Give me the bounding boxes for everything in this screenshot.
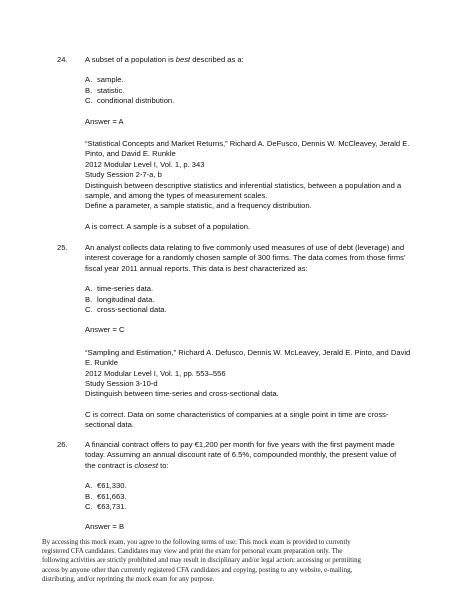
option-a xyxy=(85,481,420,491)
option-letter: B. xyxy=(85,491,93,501)
stem-emphasis: best xyxy=(233,263,248,273)
option-text: statistic. xyxy=(97,85,125,95)
stem-line: today. Assuming an annual discount rate of 6.5%, compounded monthly, the present value of xyxy=(85,450,397,460)
question-body xyxy=(85,243,420,431)
reference-block xyxy=(85,139,420,212)
stem-line xyxy=(85,264,420,274)
stem-line xyxy=(85,461,420,471)
option-letter: C. xyxy=(85,96,93,106)
option-letter: C. xyxy=(85,502,93,512)
option-b xyxy=(85,492,420,502)
option-text: cross-sectional data. xyxy=(97,305,167,315)
question-body xyxy=(85,55,420,232)
reference-line: Study Session 2-7-a, b xyxy=(85,170,162,180)
option-text: €63,731. xyxy=(97,502,127,512)
question-number: 25. xyxy=(57,243,68,252)
stem-text: to: xyxy=(158,460,169,470)
stem-emphasis: best xyxy=(175,55,191,64)
terms-of-use-footer xyxy=(42,538,440,584)
reference-line: E. Runkle xyxy=(85,358,118,368)
option-text: sample. xyxy=(97,75,124,85)
option-letter: B. xyxy=(85,294,93,304)
answer-options xyxy=(85,481,420,512)
stem-line: An analyst collects data relating to five commonly used measures of use of debt (leverage) and xyxy=(85,243,405,252)
stem-line: A financial contract offers to pay €1,200 per month for five years with the first payment made xyxy=(85,440,395,449)
option-c xyxy=(85,305,420,315)
option-letter: A. xyxy=(85,284,93,294)
reference-line: Distinguish between time-series and cross-sectional data. xyxy=(85,389,279,399)
footer-line: distributing, and/or reprinting the mock exam for any purpose. xyxy=(42,575,215,583)
stem-text: the contract is xyxy=(85,460,135,470)
answer-line: Answer = A xyxy=(85,116,124,126)
option-text: €61,663. xyxy=(97,491,127,501)
question-body xyxy=(85,440,420,533)
answer-line: Answer = B xyxy=(85,522,125,532)
option-a xyxy=(85,75,420,85)
reference-line: Define a parameter, a sample statistic, and a frequency distribution. xyxy=(85,201,312,211)
stem-text: described as a: xyxy=(190,55,244,64)
option-c xyxy=(85,502,420,512)
answer-line: Answer = C xyxy=(85,325,125,335)
stem-text: fiscal year 2011 annual reports. This data is xyxy=(85,263,234,273)
option-text: €61,330. xyxy=(97,481,127,491)
option-text: longitudinal data. xyxy=(97,294,155,304)
footer-line: registered CFA candidates. Candidates may view and print the exam for personal exam preparation only. The xyxy=(42,548,343,556)
question-stem xyxy=(85,243,420,274)
reference-line: 2012 Modular Level I, Vol. 1, pp. 553–556 xyxy=(85,368,226,378)
reference-line: “Sampling and Estimation,” Richard A. Defusco, Dennis W. McLeavey, Jerald E. Pinto, and David xyxy=(85,347,411,357)
explanation: A is correct. A sample is a subset of a population. xyxy=(85,221,251,231)
reference-line: “Statistical Concepts and Market Returns,” Richard A. DeFusco, Dennis W. McCleavey, Jerald E. xyxy=(85,139,410,149)
answer-options xyxy=(85,75,420,106)
option-letter: C. xyxy=(85,305,93,315)
option-a xyxy=(85,284,420,294)
option-b xyxy=(85,86,420,96)
option-text: conditional distribution. xyxy=(97,96,175,106)
explanation-line: C is correct. Data on some characteristics of companies at a single point in time are cross- xyxy=(85,409,389,419)
footer-line: access by anyone other than currently registered CFA candidates and copying, posting to any website, e-mailing, xyxy=(42,566,353,574)
reference-line: sample, and among the types of measurement scales. xyxy=(85,191,268,201)
option-text: time-series data. xyxy=(97,284,154,294)
footer-line: By accessing this mock exam, you agree to the following terms of use: This mock exam is provided to currently xyxy=(42,539,351,546)
footer-line: following activities are strictly prohibited and may result in disciplinary and/or legal action: accessing or permitting xyxy=(42,557,361,565)
reference-line: Pinto, and David E. Runkle xyxy=(85,149,176,159)
stem-line: interest coverage for a randomly chosen sample of 300 firms. The data comes from those firms’ xyxy=(85,253,406,263)
stem-text: A subset of a population is xyxy=(85,55,176,64)
reference-line: 2012 Modular Level I, Vol. 1, p. 343 xyxy=(85,159,205,169)
reference-line: Distinguish between descriptive statistics and inferential statistics, between a population and a xyxy=(85,180,402,190)
question-number: 24. xyxy=(57,55,68,64)
option-letter: A. xyxy=(85,75,93,85)
explanation-line: sectional data. xyxy=(85,420,134,430)
answer-options xyxy=(85,284,420,315)
explanation xyxy=(85,410,420,431)
stem-text: characterized as: xyxy=(247,263,308,273)
stem-emphasis: closest xyxy=(134,460,159,470)
option-letter: B. xyxy=(85,85,93,95)
question-stem xyxy=(85,55,420,65)
option-letter: A. xyxy=(85,481,93,491)
reference-line: Study Session 3-10-d xyxy=(85,379,158,389)
question-number: 26. xyxy=(57,440,68,449)
reference-block xyxy=(85,348,420,400)
option-c xyxy=(85,96,420,106)
option-b xyxy=(85,295,420,305)
question-stem xyxy=(85,440,420,471)
